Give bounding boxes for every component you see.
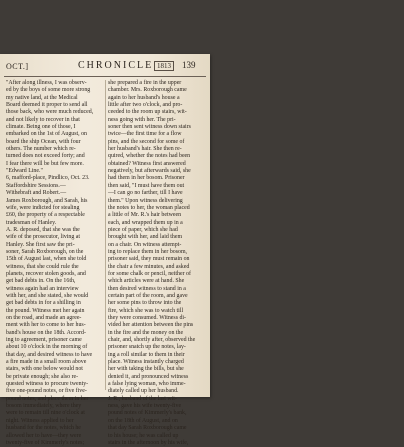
text-line: diately called up her husband. <box>108 388 179 395</box>
page-number: 139 <box>182 60 196 70</box>
text-line: a little of Mr. R.'s hair between <box>108 212 182 219</box>
text-line: wife of the prosecutor, living at <box>6 234 81 241</box>
text-line: ment with her to come to her hus- <box>6 322 86 329</box>
text-line: James Roxborough, and Sarah, his <box>6 197 88 204</box>
text-line: place. Witness instantly charged <box>108 359 184 366</box>
text-line: get bad debts in for a shilling in <box>6 300 81 307</box>
text-line: stairs in the afternoon by his wife, <box>108 439 189 446</box>
text-line: Board deemed it proper to send all <box>6 102 88 109</box>
text-line: witness, that she could rule the <box>6 263 79 270</box>
text-line: ing to agreement, prisoner came <box>6 337 82 344</box>
text-line: "Edward Line." <box>6 168 43 175</box>
text-line: that day Sarah Roxborough came <box>108 425 187 432</box>
text-line: she prepared a fire in the upper <box>108 80 182 86</box>
text-line: her husband's hair. She then re- <box>108 146 182 153</box>
text-line: with her, and she stated, she would <box>6 292 89 299</box>
text-line: stairs, with one below would not <box>6 366 83 373</box>
text-line: tradesman of Hanley. <box>6 219 57 226</box>
text-line: denied it, and pronounced witness <box>108 373 189 380</box>
text-line: quired, whether the notes had been <box>108 153 191 160</box>
text-line: soner then sent witness down stairs <box>108 124 191 131</box>
text-line: brought with her, and laid them <box>108 234 183 241</box>
text-line: allowed her to have—they were <box>6 432 82 439</box>
text-line: then desired witness to stand in a <box>108 285 186 292</box>
text-line: to his house; he was called up <box>108 432 179 439</box>
text-line: ed by the boys of some more strong <box>6 87 91 94</box>
text-line: which articles were at hand. She <box>108 278 185 285</box>
text-line: Staffordshire Sessions.— <box>6 182 66 189</box>
text-line: witness again had an interview <box>6 285 79 292</box>
text-line: pound notes of Kimmerly's bank, <box>108 410 187 417</box>
text-line: each, and wrapped them up in a <box>108 219 183 226</box>
text-line: vided her attention between the pins <box>108 322 194 329</box>
text-line: negatively, but afterwards said, she <box>108 168 191 175</box>
text-line: night. Witness applied to her <box>6 417 74 424</box>
text-line: A. R. deposed, that she was the <box>6 226 80 233</box>
text-line: my native land, at the Medical <box>6 94 78 101</box>
text-line: J. R., husband of the last wit- <box>108 395 177 402</box>
text-line: obtained? Witness first answered <box>108 160 186 167</box>
text-line: certain part of the room, and gave <box>108 292 188 299</box>
text-line: prisoner snatch up the notes, lay- <box>108 344 186 351</box>
document-page <box>0 54 210 446</box>
text-line: ness going with her. The pri- <box>108 116 176 123</box>
text-line: Withebraft and Robert.— <box>6 190 67 197</box>
text-line: I fear there will be but few more. <box>6 160 84 167</box>
column-divider <box>105 80 106 390</box>
text-line: ing to replace them in her bosom, <box>108 248 188 255</box>
text-line: ceeded to the room up stairs, wit- <box>108 109 187 116</box>
text-line: chair, and, shortly after, observed the <box>108 337 196 344</box>
text-line: her with taking the bills, but she <box>108 366 184 373</box>
text-line: —I can go no farther, till I have <box>108 190 183 197</box>
text-line: planets, recover stolen goods, and <box>6 270 86 277</box>
text-line: piece of paper, which she had <box>108 226 178 233</box>
text-line: about 10 o'clock in the morning of <box>6 344 88 351</box>
text-line: board the ship Ocean, with four <box>6 138 81 145</box>
text-line: climate. Being one of those, I <box>6 124 76 131</box>
text-line: twenty-five of Kimmerly's notes; <box>6 439 85 446</box>
text-line: ness, gave his wife twenty-five <box>108 403 182 410</box>
text-line: husband for the notes, which he <box>6 425 81 432</box>
text-line: that day, and desired witness to have <box>6 351 93 358</box>
text-line: the notes to her, the woman placed <box>108 204 190 211</box>
text-line: her some pins to throw into the <box>108 300 182 307</box>
text-line: them." Upon witness delivering <box>108 197 183 204</box>
text-line: had them in her bosom. Prisoner <box>108 175 185 182</box>
text-line: others. The number which re- <box>6 146 76 153</box>
text-line: the chair a few minutes, and asked <box>108 263 190 270</box>
text-line: embarked on the 1st of August, on <box>6 131 87 138</box>
text-line: in the fire and the money on the <box>108 329 184 336</box>
text-line: and not likely to recover in that <box>6 116 80 123</box>
text-line: £60, the property of a respectable <box>6 212 85 219</box>
header-rule <box>4 76 206 77</box>
text-line: soner, Sarah Roxborough, on the <box>6 248 84 255</box>
header-year: 1813 <box>154 61 174 71</box>
text-line: wife, were indicted for stealing <box>6 204 80 211</box>
text-line: were to remain till nine o'clock at <box>6 410 85 417</box>
text-line: 6, mafford-place, Pindlico, Oct. 23. <box>6 175 90 182</box>
text-line: fire, which she was to watch till <box>108 307 184 314</box>
text-line: on a chair. On witness attempt- <box>108 241 182 248</box>
text-line: 15th of August last, when she told <box>6 256 87 263</box>
page-header <box>0 54 210 76</box>
text-line: little after two o'clock, and pro- <box>108 102 183 109</box>
text-line: then said, "I must have them out <box>108 182 185 189</box>
text-line: turned does not exceed forty; and <box>6 153 85 160</box>
text-line: a false lying woman, who imme- <box>108 381 186 388</box>
text-line: twice—the first time for a flow <box>108 131 182 138</box>
text-line: ing a roll similar to them in their <box>108 351 185 358</box>
text-line: again to her husband's house a <box>108 94 180 101</box>
text-line: bosom immediately, where they <box>6 403 82 410</box>
text-line: they were consumed. Witness di- <box>108 315 187 321</box>
text-line: band's house on the 18th. Accord- <box>6 329 86 336</box>
text-line: the pound. Witness met her again <box>6 307 85 314</box>
text-line: pins, and the second for some of <box>108 138 185 145</box>
text-line: quested witness to procure twenty- <box>6 381 89 388</box>
text-line: for some chalk or pencil, neither of <box>108 270 191 277</box>
text-line: on the 18th of August, and on <box>108 417 178 424</box>
text-line: those back, who were much reduced, <box>6 109 94 116</box>
header-title: CHRONICLE <box>78 60 154 71</box>
text-line: get bad debts in. On the 16th, <box>6 278 76 285</box>
text-line: a fire made in a small room above <box>6 359 87 366</box>
header-date: OCT.] <box>6 62 29 71</box>
text-line: prisoner said, they must remain on <box>108 256 190 263</box>
left-text-column <box>6 80 104 447</box>
text-line: be private enough; she also re- <box>6 373 79 380</box>
text-line: five one-pound notes, or five five- <box>6 388 87 395</box>
text-line: on the road, and made an agree- <box>6 315 82 321</box>
text-line: chamber. Mrs. Roxborough came <box>108 87 187 94</box>
text-line: pound notes, and place them in her <box>6 395 89 402</box>
right-text-column <box>108 80 206 447</box>
text-line: "After along illness, I was observ- <box>6 80 87 86</box>
text-line: Hanley. She first saw the pri- <box>6 241 75 248</box>
